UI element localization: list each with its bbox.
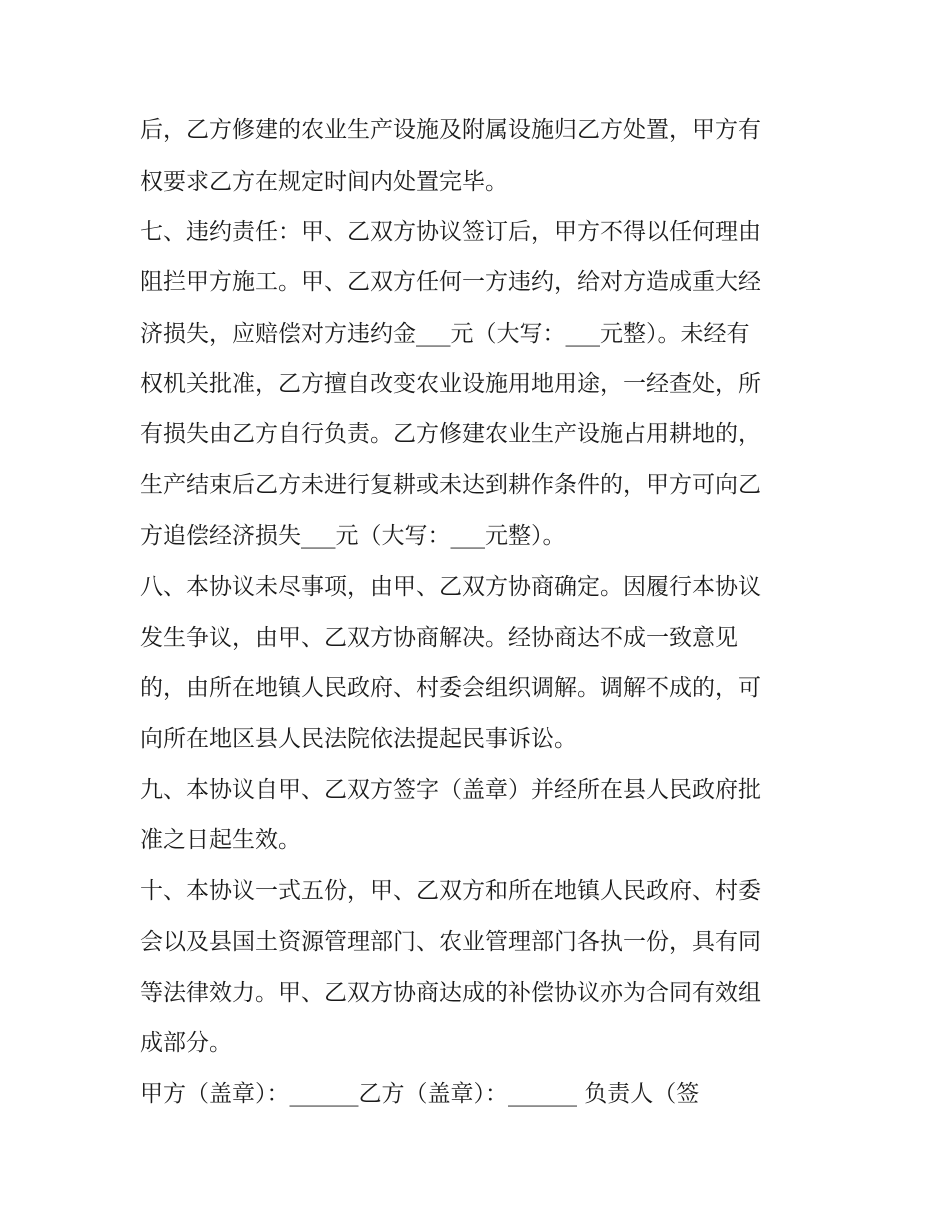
text-line: 九、本协议自甲、乙双方签字（盖章）并经所在县人民政府批	[140, 777, 761, 803]
text-line: 有损失由乙方自行负责。乙方修建农业生产设施占用耕地的，	[140, 421, 761, 447]
text-line: 八、本协议未尽事项，由甲、乙双方协商确定。因履行本协议	[140, 574, 761, 600]
text-line: 方追偿经济损失___元（大写：___元整）。	[140, 523, 566, 549]
text-line: 十、本协议一式五份，甲、乙双方和所在地镇人民政府、村委	[140, 878, 761, 904]
text-line: 七、违约责任：甲、乙双方协议签订后，甲方不得以任何理由	[140, 219, 761, 245]
text-line: 济损失，应赔偿对方违约金___元（大写：___元整）。未经有	[140, 321, 750, 347]
text-line: 发生争议，由甲、乙双方协商解决。经协商达不成一致意见	[140, 625, 738, 651]
text-line: 权要求乙方在规定时间内处置完毕。	[140, 169, 508, 195]
text-line: 成部分。	[140, 1030, 232, 1056]
signature-line: 甲方（盖章）：______乙方（盖章）：______ 负责人（签	[140, 1081, 700, 1107]
text-line: 等法律效力。甲、乙双方协商达成的补偿协议亦为合同有效组	[140, 980, 761, 1006]
text-line: 会以及县国土资源管理部门、农业管理部门各执一份，具有同	[140, 929, 761, 955]
text-line: 后，乙方修建的农业生产设施及附属设施归乙方处置，甲方有	[140, 117, 761, 143]
text-line: 生产结束后乙方未进行复耕或未达到耕作条件的，甲方可向乙	[140, 472, 761, 498]
text-line: 阻拦甲方施工。甲、乙双方任何一方违约，给对方造成重大经	[140, 269, 761, 295]
text-line: 权机关批准，乙方擅自改变农业设施用地用途，一经查处，所	[140, 371, 761, 397]
text-line: 向所在地区县人民法院依法提起民事诉讼。	[140, 726, 577, 752]
text-line: 的，由所在地镇人民政府、村委会组织调解。调解不成的，可	[140, 675, 761, 701]
text-line: 准之日起生效。	[140, 827, 301, 853]
